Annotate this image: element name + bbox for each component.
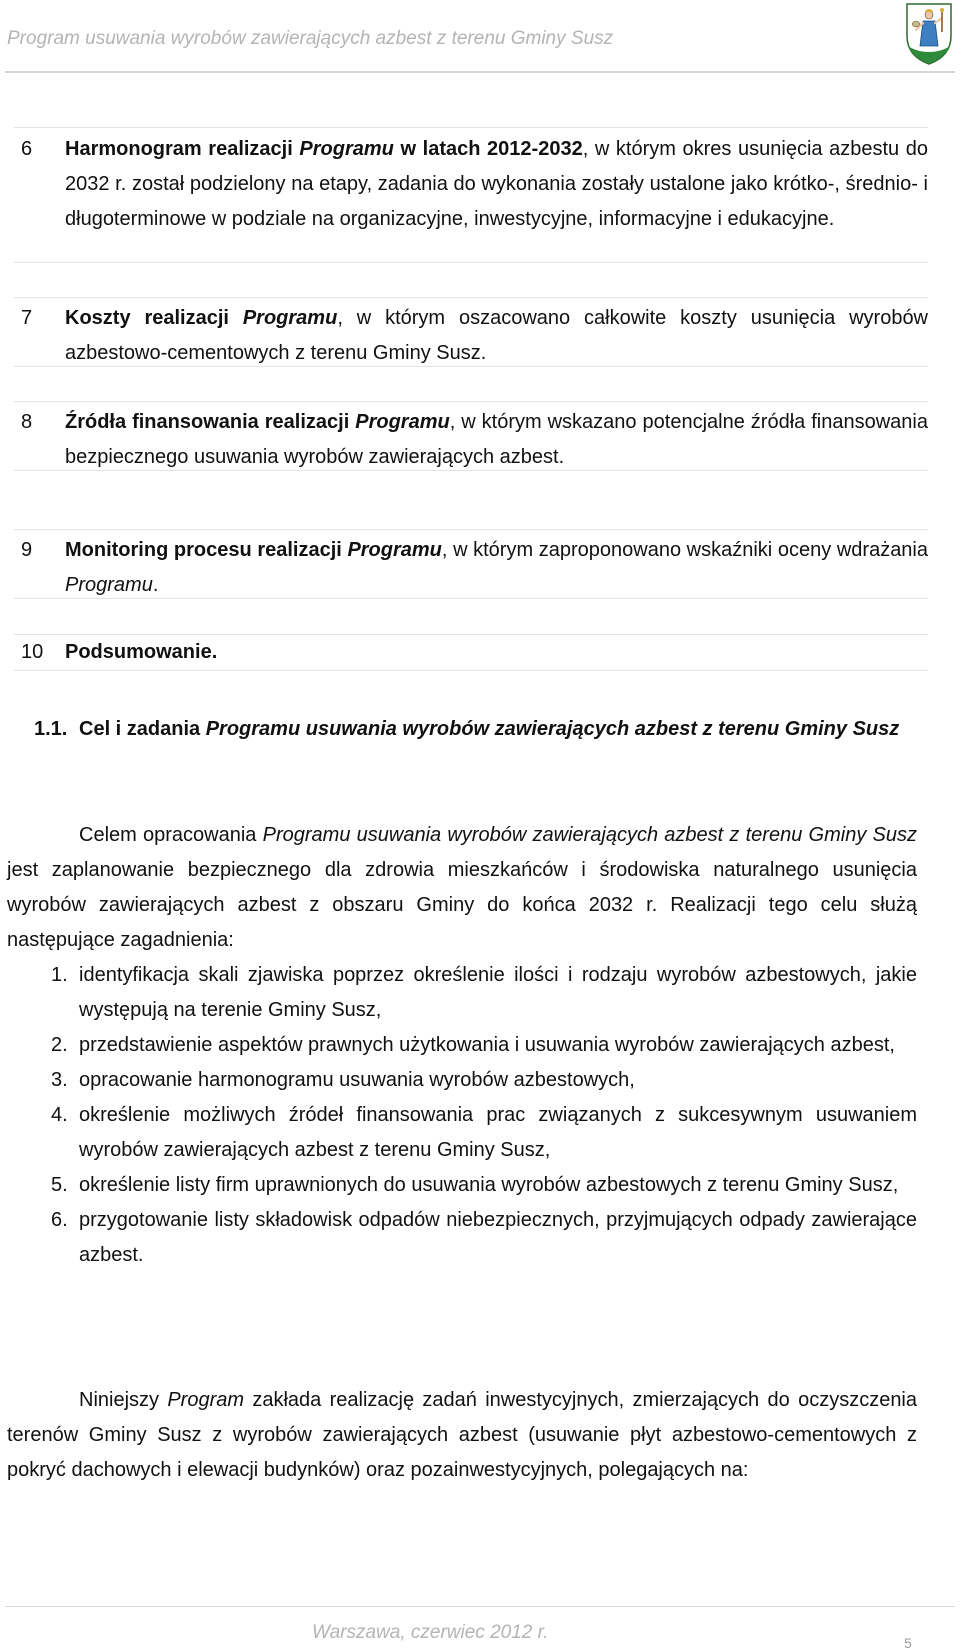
section-number: 1.1.	[34, 718, 68, 740]
intro-text-end: jest zaplanowanie bezpiecznego dla zdrowia mieszkańców i środowiska naturalnego usunięcia wyrobów zawierających azbest z obszaru Gminy do końca 2032 r. Realizacji tego celu służą następujące zagadnienia:	[7, 859, 917, 951]
toc-number: 6	[21, 138, 33, 160]
header-divider	[5, 71, 955, 73]
list-number: 1.	[51, 964, 68, 986]
list-item	[45, 1168, 917, 1203]
toc-title-italic: Programu	[299, 138, 394, 160]
toc-number: 10	[21, 641, 44, 663]
closing-text-start: Niniejszy	[79, 1389, 168, 1411]
toc-row-6	[14, 127, 928, 263]
closing-text-italic: Program	[167, 1389, 245, 1411]
toc-title-italic: Programu	[347, 539, 442, 561]
header-title: Program usuwania wyrobów zawierających azbest z terenu Gminy Susz	[7, 28, 614, 49]
list-number: 2.	[51, 1034, 68, 1056]
list-text: określenie możliwych źródeł finansowania prac związanych z sukcesywnym usuwaniem wyrobów zawierających azbest z terenu Gminy Susz,	[79, 1104, 917, 1161]
intro-text-italic: Programu usuwania wyrobów zawierających azbest z terenu Gminy Susz	[262, 824, 917, 846]
footer-text: Warszawa, czerwiec 2012 r.	[312, 1622, 549, 1643]
list-text: opracowanie harmonogramu usuwania wyrobów azbestowych,	[79, 1069, 635, 1091]
toc-title-italic: Programu	[355, 411, 450, 433]
list-number: 5.	[51, 1174, 68, 1196]
toc-description-italic: Programu	[65, 574, 153, 596]
municipal-crest-icon	[904, 2, 954, 66]
toc-title: Koszty realizacji	[65, 307, 229, 329]
list-item	[45, 1063, 917, 1098]
toc-number: 8	[21, 411, 33, 433]
toc-text	[65, 533, 928, 603]
list-number: 6.	[51, 1209, 68, 1231]
closing-paragraph	[7, 1383, 917, 1488]
toc-title-suffix: w latach 2012-2032	[400, 138, 583, 160]
toc-row-9	[14, 529, 928, 599]
toc-title-italic: Programu	[242, 307, 338, 329]
task-list	[45, 958, 917, 1273]
toc-title: Źródła finansowania realizacji	[65, 411, 350, 433]
page-number: 5	[904, 1635, 912, 1651]
section-heading	[34, 712, 928, 747]
toc-number: 7	[21, 307, 33, 329]
list-text: identyfikacja skali zjawiska poprzez określenie ilości i rodzaju wyrobów azbestowych, jakie występują na terenie Gminy Susz,	[79, 964, 917, 1021]
toc-row-8	[14, 401, 928, 471]
toc-title: Podsumowanie.	[65, 641, 218, 663]
footer-divider	[5, 1606, 955, 1607]
list-number: 4.	[51, 1104, 68, 1126]
toc-number: 9	[21, 539, 33, 561]
toc-row-7	[14, 297, 928, 367]
list-number: 3.	[51, 1069, 68, 1091]
list-item	[45, 1098, 917, 1168]
intro-paragraph	[7, 818, 917, 958]
list-item	[45, 1203, 917, 1273]
toc-description: , w którym zaproponowano wskaźniki oceny wdrażania	[441, 539, 928, 561]
section-title: Cel i zadania	[79, 718, 201, 740]
toc-description: , w którym oszacowano całkowite koszty usunięcia wyrobów azbestowo-cementowych z terenu Gminy Susz.	[65, 307, 929, 364]
toc-text	[65, 301, 928, 371]
closing-text-end: zakłada realizację zadań inwestycyjnych, zmierzających do oczyszczenia terenów Gminy Susz z wyrobów zawierających azbest (usuwanie płyt azbestowo-cementowych z pokryć dachowych i elewacji budynków) oraz pozainwestycyjnych, polegających na:	[7, 1389, 918, 1481]
list-text: przygotowanie listy składowisk odpadów niebezpiecznych, przyjmujących odpady zawierające azbest.	[79, 1209, 917, 1266]
toc-description-end: .	[152, 574, 159, 596]
list-text: przedstawienie aspektów prawnych użytkowania i usuwania wyrobów zawierających azbest,	[79, 1034, 895, 1056]
toc-title: Harmonogram realizacji	[65, 138, 293, 160]
list-text: określenie listy firm uprawnionych do usuwania wyrobów azbestowych z terenu Gminy Susz,	[79, 1174, 899, 1196]
toc-title: Monitoring procesu realizacji	[65, 539, 342, 561]
toc-text	[65, 132, 928, 237]
page-header	[0, 0, 960, 74]
toc-text	[65, 405, 928, 475]
toc-description: , w którym wskazano potencjalne źródła finansowania bezpiecznego usuwania wyrobów zawierających azbest.	[65, 411, 928, 468]
list-item	[45, 958, 917, 1028]
toc-text	[65, 635, 928, 670]
intro-text-start: Celem opracowania	[79, 824, 263, 846]
section-title-italic: Programu usuwania wyrobów zawierających azbest z terenu Gminy Susz	[205, 718, 900, 740]
list-item	[45, 1028, 917, 1063]
toc-description: , w którym okres usunięcia azbestu do 2032 r. został podzielony na etapy, zadania do wykonania zostały ustalone jako krótko-, średnio- i długoterminowe w podziale na organizacyjne, inwestycyjne, informacyjne i edukacyjne.	[65, 138, 929, 230]
toc-row-10	[14, 634, 928, 671]
